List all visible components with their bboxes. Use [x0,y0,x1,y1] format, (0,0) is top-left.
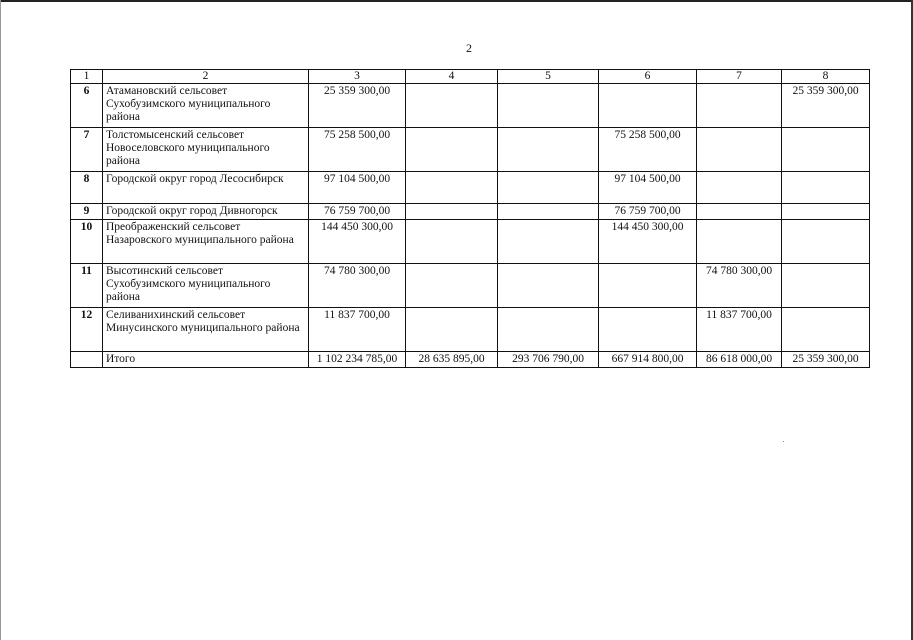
total-amount-cell: 86 618 000,00 [697,352,782,368]
amount-cell [599,308,697,352]
total-amount-cell: 1 102 234 785,00 [309,352,406,368]
row-number: 9 [71,204,103,220]
amount-cell [498,204,599,220]
municipality-name: Городской округ город Лесосибирск [103,172,309,204]
municipality-name: Толстомысенский сельсовет Новоселовского муниципального района [103,128,309,172]
table-row [71,84,870,128]
total-amount-cell: 25 359 300,00 [782,352,870,368]
amount-cell [406,264,498,308]
scan-border-left [0,0,1,640]
header-cell: 3 [309,70,406,84]
amount-cell [782,308,870,352]
amount-cell: 97 104 500,00 [599,172,697,204]
amount-cell: 25 359 300,00 [309,84,406,128]
table-row [71,264,870,308]
table-row [71,128,870,172]
total-number-cell [71,352,103,368]
amount-cell: 144 450 300,00 [309,220,406,264]
amount-cell [498,308,599,352]
amount-cell [406,172,498,204]
amount-cell [697,84,782,128]
amount-cell [697,128,782,172]
budget-table [70,69,870,368]
amount-cell: 76 759 700,00 [309,204,406,220]
row-number: 12 [71,308,103,352]
amount-cell [697,204,782,220]
row-number: 11 [71,264,103,308]
total-amount-cell: 293 706 790,00 [498,352,599,368]
amount-cell: 74 780 300,00 [697,264,782,308]
amount-cell [782,264,870,308]
scan-speck [783,441,784,442]
header-row [71,70,870,84]
amount-cell [406,204,498,220]
table-row [71,204,870,220]
amount-cell: 11 837 700,00 [309,308,406,352]
header-cell: 5 [498,70,599,84]
amount-cell [406,128,498,172]
amount-cell [599,264,697,308]
amount-cell [406,308,498,352]
amount-cell [782,128,870,172]
scan-border-top [0,0,913,2]
table-body [71,70,870,368]
amount-cell [498,128,599,172]
amount-cell [498,84,599,128]
header-cell: 2 [103,70,309,84]
row-number: 8 [71,172,103,204]
amount-cell [599,84,697,128]
header-cell: 8 [782,70,870,84]
amount-cell: 97 104 500,00 [309,172,406,204]
row-number: 10 [71,220,103,264]
amount-cell: 76 759 700,00 [599,204,697,220]
municipality-name: Высотинский сельсовет Сухобузимского муниципального района [103,264,309,308]
municipality-name: Селиванихинский сельсовет Минусинского муниципального района [103,308,309,352]
amount-cell [697,220,782,264]
row-number: 6 [71,84,103,128]
amount-cell: 75 258 500,00 [309,128,406,172]
row-number: 7 [71,128,103,172]
table-row [71,220,870,264]
amount-cell: 25 359 300,00 [782,84,870,128]
amount-cell [782,172,870,204]
municipality-name: Атамановский сельсовет Сухобузимского муниципального района [103,84,309,128]
amount-cell [498,172,599,204]
amount-cell [406,84,498,128]
municipality-name: Преображенский сельсовет Назаровского муниципального района [103,220,309,264]
table-row [71,308,870,352]
amount-cell: 11 837 700,00 [697,308,782,352]
total-label: Итого [103,352,309,368]
amount-cell [406,220,498,264]
page-number: 2 [466,41,472,55]
amount-cell: 75 258 500,00 [599,128,697,172]
total-amount-cell: 667 914 800,00 [599,352,697,368]
header-cell: 4 [406,70,498,84]
municipality-name: Городской округ город Дивногорск [103,204,309,220]
amount-cell [697,172,782,204]
header-cell: 7 [697,70,782,84]
amount-cell [782,204,870,220]
header-cell: 1 [71,70,103,84]
header-cell: 6 [599,70,697,84]
table-row [71,172,870,204]
total-row [71,352,870,368]
amount-cell [782,220,870,264]
amount-cell: 144 450 300,00 [599,220,697,264]
amount-cell [498,264,599,308]
amount-cell: 74 780 300,00 [309,264,406,308]
amount-cell [498,220,599,264]
total-amount-cell: 28 635 895,00 [406,352,498,368]
